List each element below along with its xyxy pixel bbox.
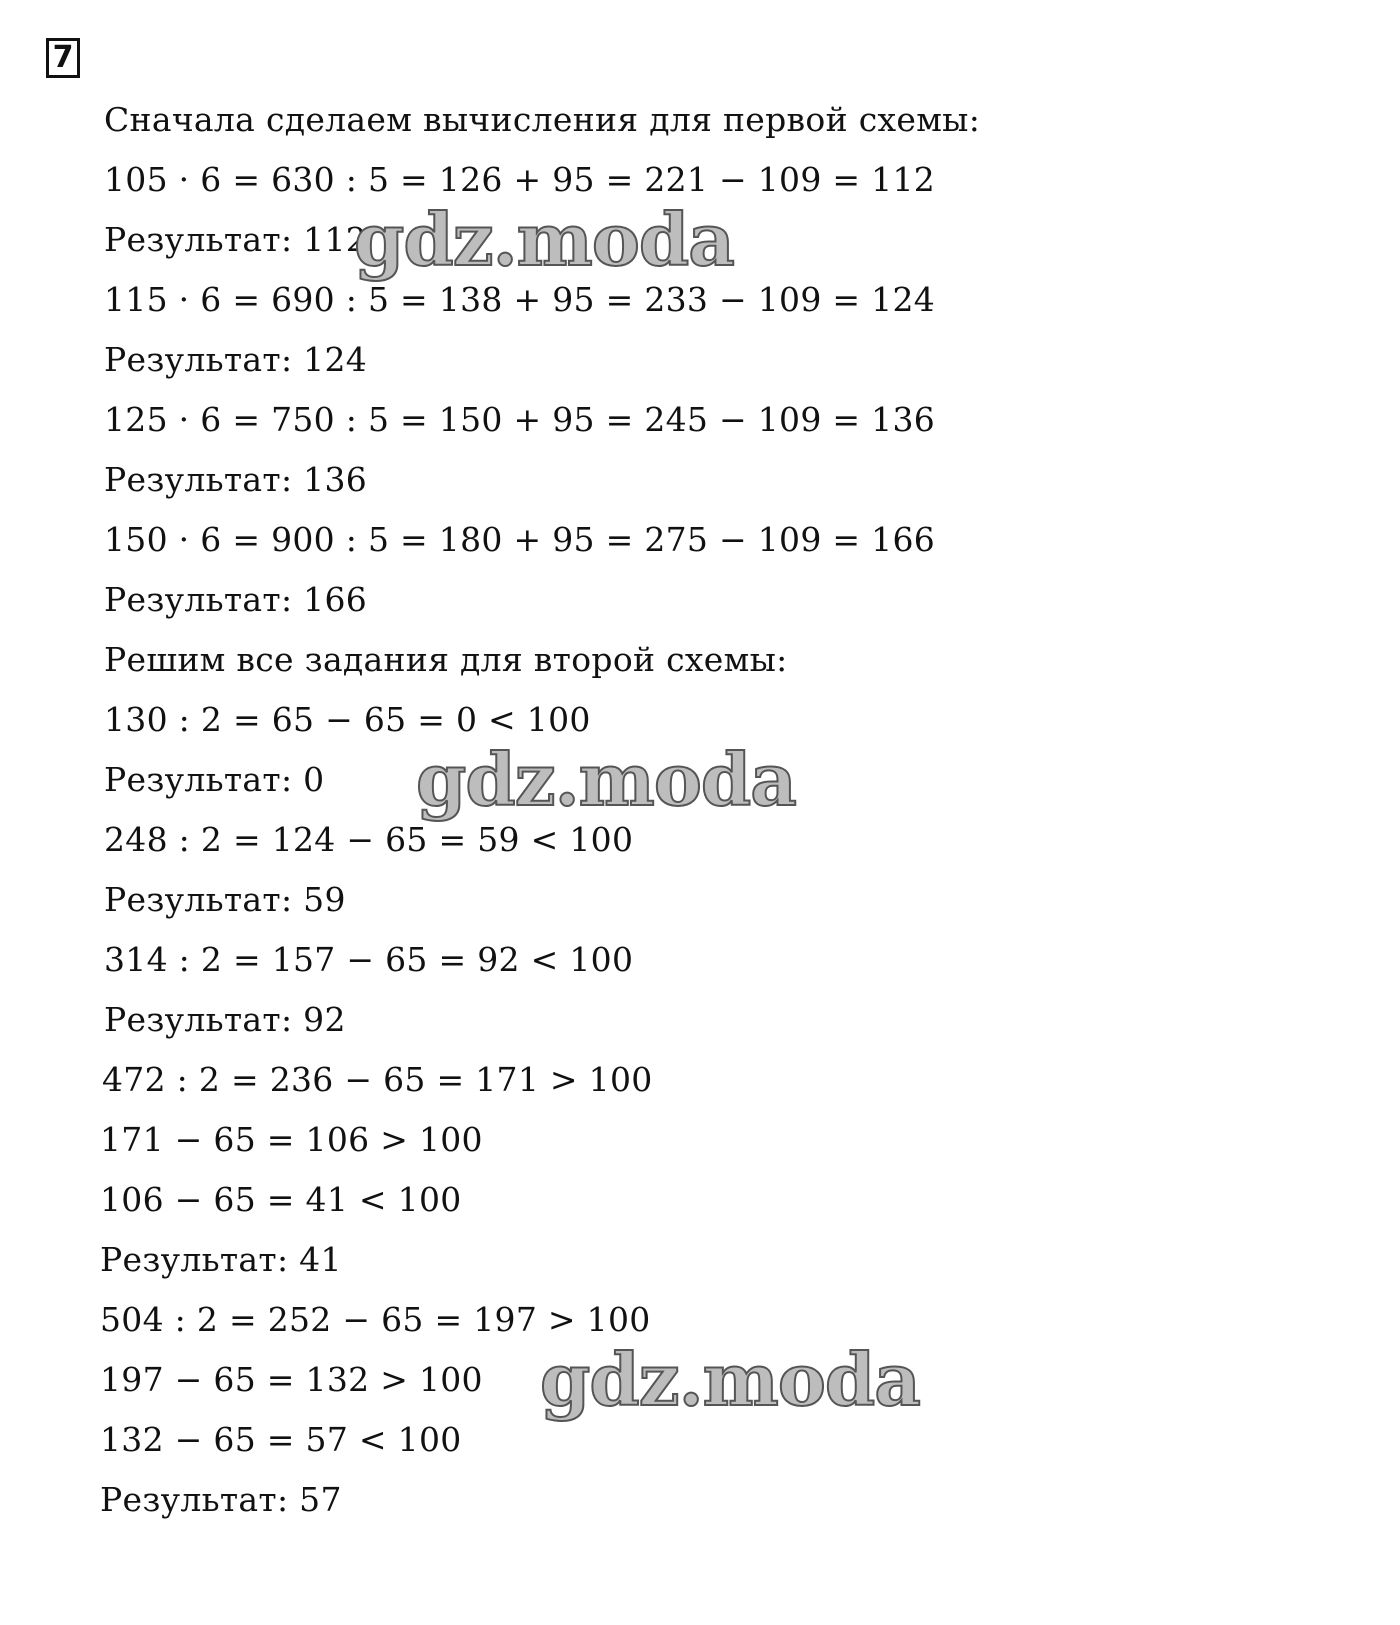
watermark: gdz.moda bbox=[540, 1337, 920, 1422]
result-line: Результат: 124 bbox=[104, 340, 368, 379]
calculation-line: 248 : 2 = 124 − 65 = 59 < 100 bbox=[104, 820, 634, 859]
result-line: Результат: 59 bbox=[104, 880, 346, 919]
calculation-line: 105 · 6 = 630 : 5 = 126 + 95 = 221 − 109 = 112 bbox=[104, 160, 936, 199]
calculation-line: 106 − 65 = 41 < 100 bbox=[100, 1180, 462, 1219]
watermark: gdz.moda bbox=[354, 197, 734, 282]
result-line: Результат: 92 bbox=[104, 1000, 346, 1039]
result-line: Результат: 0 bbox=[104, 760, 325, 799]
calculation-line: 504 : 2 = 252 − 65 = 197 > 100 bbox=[100, 1300, 651, 1339]
intro-first-scheme: Сначала сделаем вычисления для первой схемы: bbox=[104, 100, 981, 139]
result-line: Результат: 136 bbox=[104, 460, 368, 499]
calculation-line: 130 : 2 = 65 − 65 = 0 < 100 bbox=[104, 700, 591, 739]
calculation-line: 472 : 2 = 236 − 65 = 171 > 100 bbox=[102, 1060, 653, 1099]
result-line: Результат: 166 bbox=[104, 580, 368, 619]
result-line: Результат: 57 bbox=[100, 1480, 342, 1519]
result-line: Результат: 41 bbox=[100, 1240, 342, 1279]
calculation-line: 150 · 6 = 900 : 5 = 180 + 95 = 275 − 109 = 166 bbox=[104, 520, 936, 559]
intro-second-scheme: Решим все задания для второй схемы: bbox=[104, 640, 788, 679]
calculation-line: 197 − 65 = 132 > 100 bbox=[100, 1360, 483, 1399]
calculation-line: 171 − 65 = 106 > 100 bbox=[100, 1120, 483, 1159]
calculation-line: 115 · 6 = 690 : 5 = 138 + 95 = 233 − 109 = 124 bbox=[104, 280, 936, 319]
calculation-line: 125 · 6 = 750 : 5 = 150 + 95 = 245 − 109 = 136 bbox=[104, 400, 936, 439]
result-line: Результат: 112 bbox=[104, 220, 368, 259]
calculation-line: 132 − 65 = 57 < 100 bbox=[100, 1420, 462, 1459]
calculation-line: 314 : 2 = 157 − 65 = 92 < 100 bbox=[104, 940, 634, 979]
watermark: gdz.moda bbox=[416, 737, 796, 822]
task-number-box: 7 bbox=[46, 38, 80, 78]
